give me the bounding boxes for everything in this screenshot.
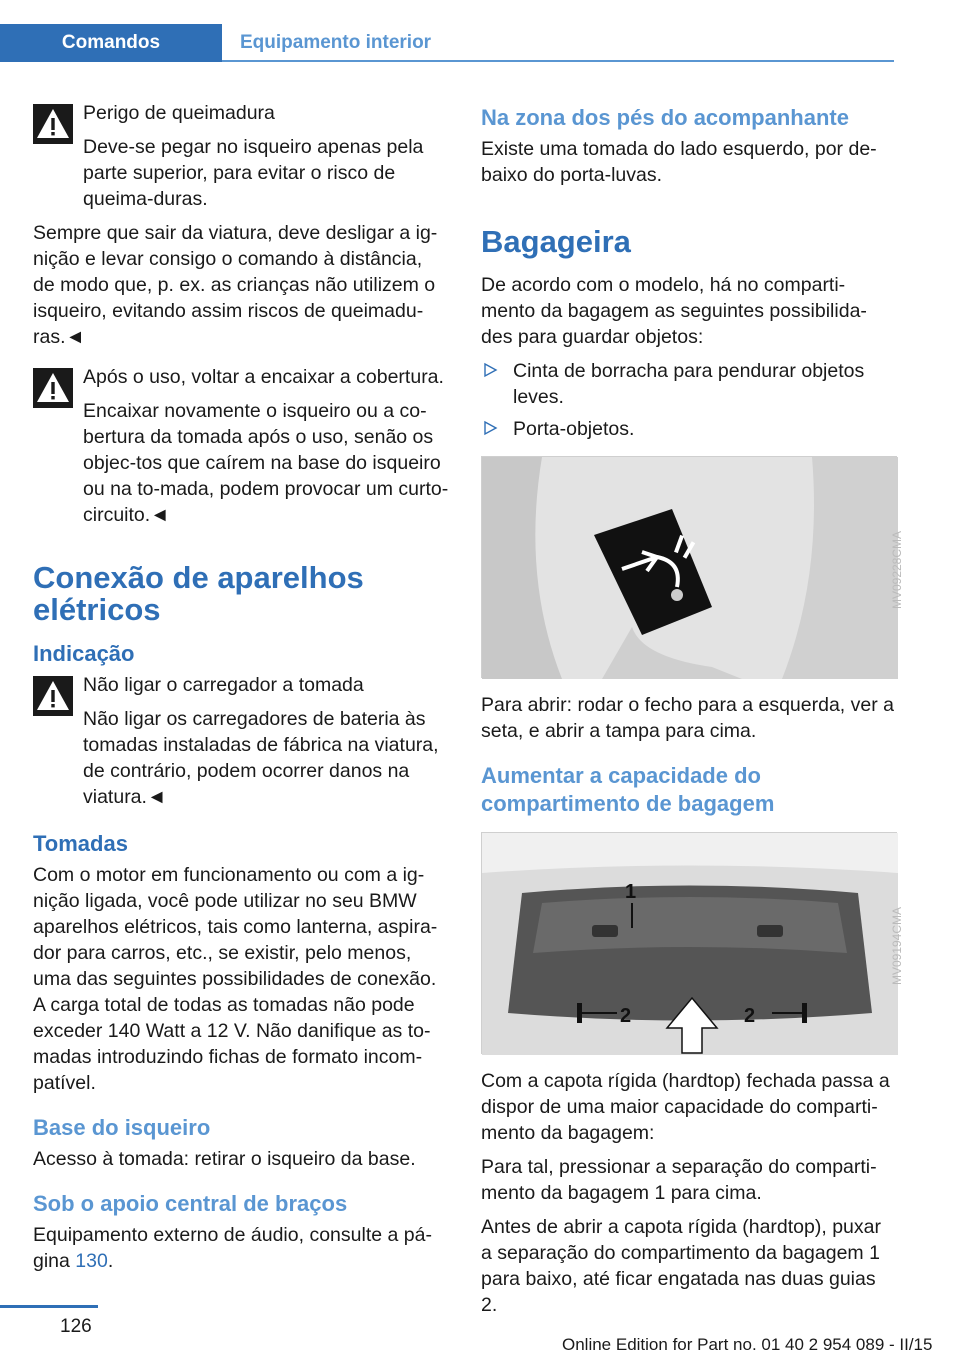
body-text: Antes de abrir a capota rígida (hardtop), puxar a separação do compartimento da bagagem 1 para baixo, até ficar engatada nas duas guias 2. [481,1216,881,1316]
figure-trunk-divider [481,832,904,1054]
subsection-heading: Indicação [33,641,135,666]
section-heading: Conexão de aparelhos elétricos [33,560,364,627]
tab-comandos[interactable]: Comandos [0,24,222,62]
body-text: Existe uma tomada do lado esquerdo, por de-baixo do porta-luvas. [481,138,877,186]
trunk-divider-illustration [482,833,898,1055]
figure-code: MV09228CMA [889,530,904,610]
figure-caption: Para abrir: rodar o fecho para a esquerda, ver a seta, e abrir a tampa para cima. [481,694,894,742]
body-text-span: Equipamento externo de áudio, consulte a pá-gina [33,1224,432,1272]
subsection-heading: Tomadas [33,831,128,856]
body-text [33,1222,449,1274]
warning-triangle-icon [33,368,73,408]
warning-title: Não ligar o carregador a tomada [83,674,364,696]
body-text: Acesso à tomada: retirar o isqueiro da base. [33,1148,416,1170]
warning-text: Sempre que sair da viatura, deve desligar a ig-nição e levar consigo o comando à distância, de modo que, p. ex. as crianças não utilizem o isqueiro, evitando assim riscos de queimadu-ras.◄ [33,222,438,348]
left-column [33,100,449,1282]
subsection-heading: Aumentar a capacidade do compartimento de bagagem [481,763,775,816]
warning-triangle-icon [33,676,73,716]
footer-divider [0,1305,98,1308]
warning-charger [33,672,449,810]
subsection-heading: Sob o apoio central de braços [33,1191,348,1216]
subsection-heading: Na zona dos pés do acompanhante [481,105,849,130]
warning-cover [33,364,449,528]
triangle-bullet-icon [483,421,497,435]
edition-text: Online Edition for Part no. 01 40 2 954 089 - II/15 [562,1335,933,1354]
page-header [0,24,960,64]
tab-equipamento-interior[interactable]: Equipamento interior [240,32,432,53]
body-text: De acordo com o modelo, há no comparti-mento da bagagem as seguintes possibilida-des para guardar objetos: [481,274,867,348]
warning-text: Não ligar os carregadores de bateria às tomadas instaladas de fábrica na viatura, de contrário, podem ocorrer danos na viatura.◄ [83,708,439,808]
list-item-text: Cinta de borracha para pendurar objetos leves. [513,360,865,408]
list-item [481,416,897,442]
list-item [481,358,897,410]
figure-label: 2 [620,1005,632,1027]
warning-title: Perigo de queimadura [83,102,275,124]
body-text: Com o motor em funcionamento ou com a ig-nição ligada, você pode utilizar no seu BMW aparelhos elétricos, tais como lanterna, aspira-dor para carros, etc., se existir, pelo menos, uma das seguintes possibilidades de conexão. A carga total de todas as tomadas não pode exceder 140 Watt a 12 V. Não danifique as to-madas introduzindo fichas de formato incom-patível. [33,864,438,1094]
right-column [481,100,904,1326]
storage-compartment-illustration [482,457,898,679]
triangle-bullet-icon [483,363,497,377]
body-text: Para tal, pressionar a separação do comparti-mento da bagagem 1 para cima. [481,1156,877,1204]
figure-label: 2 [744,1005,756,1027]
warning-title: Após o uso, voltar a encaixar a cobertura. [83,366,444,388]
header-divider [222,60,894,62]
warning-burn [33,100,449,350]
warning-text: Deve-se pegar no isqueiro apenas pela parte superior, para evitar o risco de queima-duras. [83,136,424,210]
subsection-heading: Base do isqueiro [33,1115,211,1140]
list-item-text: Porta-objetos. [513,418,635,440]
section-heading: Bagageira [481,224,631,259]
bullet-list [481,358,897,442]
page-number: 126 [60,1316,92,1337]
body-text: Com a capota rígida (hardtop) fechada passa a dispor de uma maior capacidade do comparti-mento da bagagem: [481,1070,890,1144]
figure-label: 1 [625,881,637,903]
body-text-span: . [107,1250,114,1272]
figure-storage-compartment [481,456,904,678]
warning-text: Encaixar novamente o isqueiro ou a co-bertura da tomada após o uso, senão os objec-tos que caírem na base do isqueiro ou na to-mada, podem provocar um curto-circuito.◄ [83,400,449,526]
page-link[interactable]: 130 [75,1250,108,1272]
warning-triangle-icon [33,104,73,144]
figure-code: MV09194CMA [889,906,904,986]
